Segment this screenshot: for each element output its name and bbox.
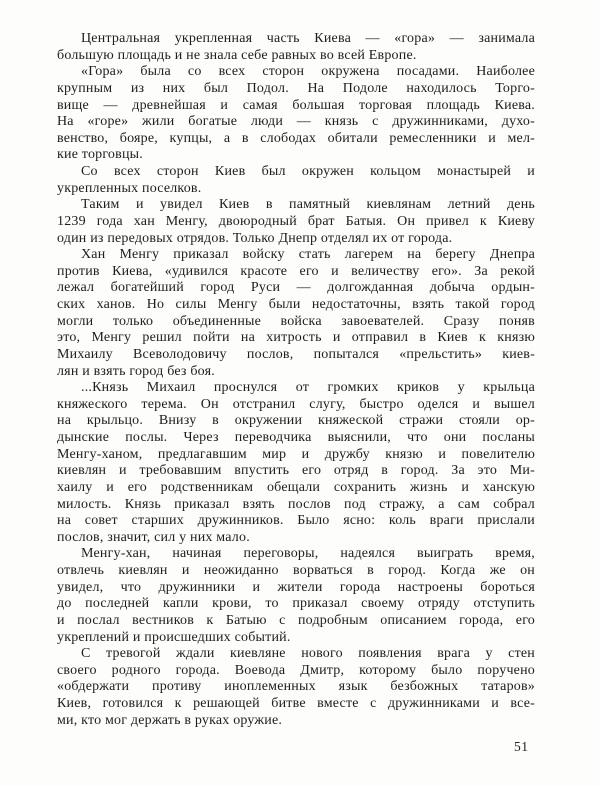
text-line: На «горе» жили богатые люди — князь с дружинниками, духо- [57,114,535,130]
text-line: С тревогой ждали киевляне нового появления врага у стен [81,646,535,662]
text-line: один из передовых отрядов. Только Днепр отделял их от города. [57,230,453,246]
text-line: ...Князь Михаил проснулся от громких криков у крыльца [81,380,535,396]
page-number: 51 [514,739,529,754]
text-line: «обдержати противу иноплеменных язык безбожных татаров» [57,679,535,695]
text-line: киевлян и требовавшим впустить его отряд в город. За это Ми- [57,463,535,479]
text-line: венство, бояре, купцы, а в слободах обитали ремесленники и мел- [57,130,535,146]
paragraph [57,247,535,380]
text-line: Центральная укрепленная часть Киева — «гора» — занимала [81,31,535,46]
text-line: вище — древнейшая и самая большая торговая площадь Киева. [57,97,535,113]
text-line: 1239 года хан Менгу, двоюродный брат Батыя. Он привел к Киеву [57,213,535,229]
text-line: до последней капли крови, то приказал своему отряду отступить [57,596,535,612]
text-line: ми, кто мог держать в руках оружие. [57,712,283,728]
paragraph [57,31,535,64]
paragraph [57,546,535,646]
text-line: крупным из них был Подол. На Подоле находилось Торго- [57,80,535,96]
text-line: укреплений и происшедших событий. [57,629,291,645]
text-line: на совет старших дружинников. Было ясно: коль враги прислали [57,513,535,529]
text-line: большую площадь и не знала себе равных во всей Европе. [57,47,417,63]
text-line: Таким и увидел Киев в памятный киевлянам летний день [81,197,535,213]
text-line: это, Менгу решил пойти на хитрость и отправил в Киев к князю [57,330,535,346]
text-line: Михаилу Всеволодовичу послов, попытался «прельстить» киев- [57,346,535,362]
text-line: отвлечь киевлян и неожиданно ворваться в город. Когда же он [57,563,535,578]
text-line: ских ханов. Но силы Менгу были недостаточны, взять такой город [57,297,535,312]
text-line: лежал богатейший город Руси — долгожданная добыча ордын- [57,280,535,296]
text-line: на крыльцо. Внизу в окружении княжеской стражи стояли ор- [57,413,535,429]
text-line: Менгу-ханом, предлагавшим мир и дружбу князю и повелителю [57,446,535,462]
text-line: Со всех сторон Киев был окружен кольцом монастырей и [81,164,535,179]
paragraph [57,380,535,546]
text-line: своего родного города. Воевода Дмитр, которому было поручено [57,662,535,678]
text-line: могли только объединенные войска завоевателей. Сразу поняв [57,313,535,329]
text-line: княжеского терема. Он отстранил слугу, быстро оделся и вышел [57,396,535,412]
text-line: «Гора» была со всех сторон окружена посадами. Наиболее [81,64,535,80]
paragraph [57,164,535,197]
text-line: хаилу и его родственникам обещали сохранить жизнь и ханскую [57,479,535,495]
text-block [57,31,535,729]
text-line: милость. Князь приказал взять послов под стражу, а сам собрал [57,496,535,512]
text-line: лян и взять город без боя. [57,363,215,379]
text-line: укрепленных поселков. [57,180,202,196]
text-line: Менгу-хан, начиная переговоры, надеялся выиграть время, [81,546,535,562]
text-line: против Киева, «удивился красоте его и величеству его». За рекой [57,263,535,279]
paragraph [57,197,535,247]
paragraph [57,646,535,729]
paragraph [57,64,535,164]
text-line: увидел, что дружинники и жители города настроены бороться [57,579,535,595]
text-line: Хан Менгу приказал войску стать лагерем на берегу Днепра [81,247,535,263]
text-line: дынские послы. Через переводчика выяснили, что они посланы [57,430,535,445]
text-line: и послал вестников к Батыю с подробным описанием города, его [57,612,535,628]
text-line: послов, значит, сил у них мало. [57,529,250,545]
text-line: кие торговцы. [57,147,143,163]
text-line: Киев, готовился к решающей битве вместе с дружинниками и все- [57,696,535,711]
